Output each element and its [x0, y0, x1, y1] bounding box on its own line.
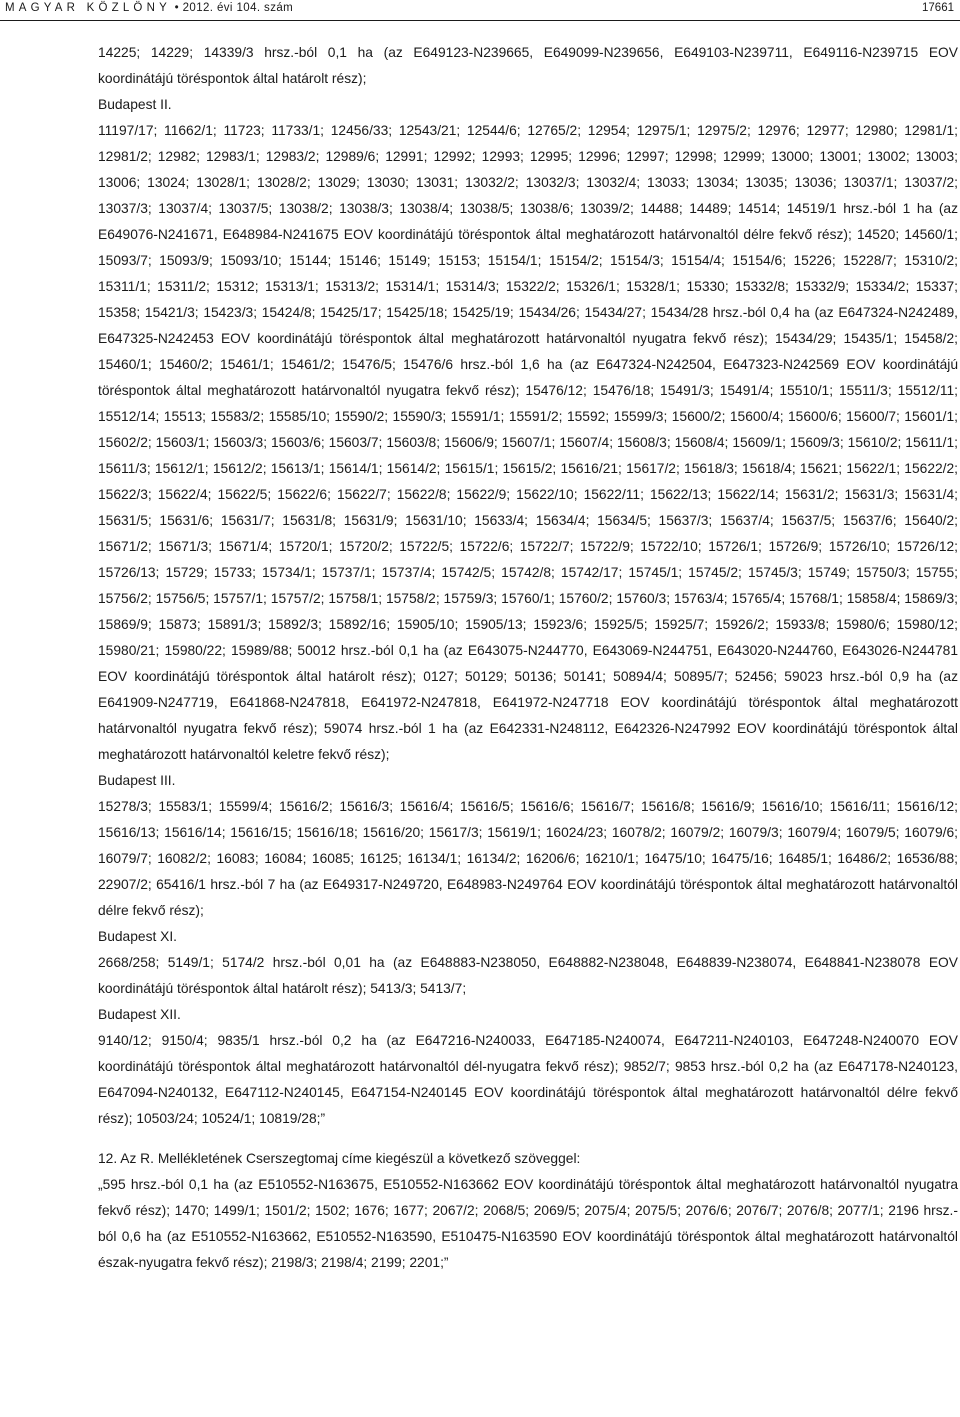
paragraph-parcels-cserszegtomaj: „595 hrsz.-ból 0,1 ha (az E510552-N163675, E510552-N163662 EOV koordinátájú töréspontok által meghatározott határvonaltól nyugatra fekvő rész); 1470; 1499/1; 1501/2; 1502; 1676; 1677; 2067/2; 2068/5; 2069/5; 2075/4; 2075/5; 2076/6; 2076/7; 2076/8; 2077/1; 2196 hrsz.-ból 0,6 ha (az E510552-N163662, E510552-N163590, E510475-N163590 EOV koordinátájú töréspontok által meghatározott határvonaltól észak-nyugatra fekvő rész); 2198/3; 2198/4; 2199; 2201;”	[98, 1177, 958, 1270]
bullet-separator: •	[174, 2, 179, 14]
section-12-heading: 12. Az R. Mellékletének Cserszegtomaj címe kiegészül a következő szöveggel:	[98, 1151, 581, 1166]
paragraph-parcels-1: 14225; 14229; 14339/3 hrsz.-ból 0,1 ha (az E649123-N239665, E649099-N239656, E649103-N239711, E649116-N239715 EOV koordinátájú töréspontok által határolt rész);	[98, 45, 958, 86]
district-heading-budapest-ii: Budapest II.	[98, 97, 172, 112]
paragraph-parcels-budapest-ii: 11197/17; 11662/1; 11723; 11733/1; 12456/33; 12543/21; 12544/6; 12765/2; 12954; 12975/1; 12975/2; 12976; 12977; 12980; 12981/1; 12981/2; 12982; 12983/1; 12983/2; 12989/6; 12991; 12992; 12993; 12995; 12996; 12997; 12998; 12999; 13000; 13001; 13002; 13003; 13006; 13024; 13028/1; 13028/2; 13029; 13030; 13031; 13032/2; 13032/3; 13032/4; 13033; 13034; 13035; 13036; 13037/1; 13037/2; 13037/3; 13037/4; 13037/5; 13038/2; 13038/3; 13038/4; 13038/5; 13038/6; 13039/2; 14488; 14489; 14514; 14519/1 hrsz.-ból 1 ha (az E649076-N241671, E648984-N241675 EOV koordinátájú töréspontok által meghatározott határvonaltól délre fekvő rész); 14520; 14560/1; 15093/7; 15093/9; 15093/10; 15144; 15146; 15149; 15153; 15154/1; 15154/2; 15154/3; 15154/4; 15154/6; 15226; 15228/7; 15310/2; 15311/1; 15311/2; 15312; 15313/1; 15313/2; 15314/1; 15314/3; 15322/2; 15326/1; 15328/1; 15330; 15332/8; 15332/9; 15334/2; 15337; 15358; 15421/3; 15423/3; 15424/8; 15425/17; 15425/18; 15425/19; 15434/26; 15434/27; 15434/28 hrsz.-ból 0,4 ha (az E647324-N242489, E647325-N242453 EOV koordinátájú töréspontok által meghatározott határvonaltól nyugatra fekvő rész); 15434/29; 15435/1; 15458/2; 15460/1; 15460/2; 15461/1; 15461/2; 15476/5; 15476/6 hrsz.-ból 1,6 ha (az E647324-N242504, E647323-N242569 EOV koordinátájú töréspontok által meghatározott határvonaltól nyugatra fekvő rész); 15476/12; 15476/18; 15491/3; 15491/4; 15510/1; 15511/3; 15512/11; 15512/14; 15513; 15583/2; 15585/10; 15590/2; 15590/3; 15591/1; 15591/2; 15592; 15599/3; 15600/2; 15600/4; 15600/6; 15600/7; 15601/1; 15602/2; 15603/1; 15603/3; 15603/6; 15603/7; 15603/8; 15606/9; 15607/1; 15607/4; 15608/3; 15608/4; 15609/1; 15609/3; 15610/2; 15611/1; 15611/3; 15612/1; 15612/2; 15613/1; 15614/1; 15614/2; 15615/1; 15615/2; 15616/21; 15617/2; 15618/3; 15618/4; 15621; 15622/1; 15622/2; 15622/3; 15622/4; 15622/5; 15622/6; 15622/7; 15622/8; 15622/9; 15622/10; 15622/11; 15622/13; 15622/14; 15631/2; 15631/3; 15631/4; 15631/5; 15631/6; 15631/7; 15631/8; 15631/9; 15631/10; 15633/4; 15634/4; 15634/5; 15637/3; 15637/4; 15637/5; 15637/6; 15640/2; 15671/2; 15671/3; 15671/4; 15720/1; 15720/2; 15722/5; 15722/6; 15722/7; 15722/9; 15722/10; 15726/1; 15726/9; 15726/10; 15726/12; 15726/13; 15729; 15733; 15734/1; 15737/1; 15737/4; 15742/5; 15742/8; 15742/17; 15745/1; 15745/2; 15745/3; 15749; 15750/3; 15755; 15756/2; 15756/5; 15757/1; 15757/2; 15758/1; 15758/2; 15759/3; 15760/1; 15760/2; 15760/3; 15763/4; 15765/4; 15768/1; 15858/4; 15869/3; 15869/9; 15873; 15891/3; 15892/3; 15892/16; 15905/10; 15905/13; 15923/6; 15925/5; 15925/7; 15926/2; 15933/8; 15980/6; 15980/12; 15980/21; 15980/22; 15989/88; 50012 hrsz.-ból 0,1 ha (az E643075-N244770, E643069-N244751, E643020-N244760, E643026-N244781 EOV koordinátájú töréspontok által határolt rész); 0127; 50129; 50136; 50141; 50894/4; 50895/7; 52456; 59023 hrsz.-ból 0,9 ha (az E641909-N247719, E641868-N247818, E641972-N247818, E641972-N247718 EOV koordinátájú töréspontok által meghatározott határvonaltól nyugatra fekvő rész); 59074 hrsz.-ból 1 ha (az E642331-N248112, E642326-N247992 EOV koordinátájú töréspontok által meghatározott határvonaltól keletre fekvő rész);	[98, 123, 958, 762]
district-heading-budapest-xi: Budapest XI.	[98, 929, 178, 944]
journal-title: MAGYAR KÖZLÖNY	[5, 2, 171, 14]
district-heading-budapest-xii: Budapest XII.	[98, 1007, 181, 1022]
document-body	[98, 40, 958, 1276]
paragraph-parcels-budapest-xi: 2668/258; 5149/1; 5174/2 hrsz.-ból 0,01 ha (az E648883-N238050, E648882-N238048, E648839-N238074, E648841-N238078 EOV koordinátájú töréspontok által határolt rész); 5413/3; 5413/7;	[98, 955, 958, 996]
header-rule	[0, 20, 960, 21]
page-header	[0, 0, 960, 24]
paragraph-parcels-budapest-iii: 15278/3; 15583/1; 15599/4; 15616/2; 15616/3; 15616/4; 15616/5; 15616/6; 15616/7; 15616/8; 15616/9; 15616/10; 15616/11; 15616/12; 15616/13; 15616/14; 15616/15; 15616/18; 15616/20; 15617/3; 15619/1; 16024/23; 16078/2; 16079/2; 16079/3; 16079/4; 16079/5; 16079/6; 16079/7; 16082/2; 16083; 16084; 16085; 16125; 16134/1; 16134/2; 16206/6; 16210/1; 16475/10; 16475/16; 16485/1; 16486/2; 16536/88; 22907/2; 65416/1 hrsz.-ból 7 ha (az E649317-N249720, E648983-N249764 EOV koordinátájú töréspontok által meghatározott határvonaltól délre fekvő rész);	[98, 799, 958, 918]
issue-label: 2012. évi 104. szám	[182, 2, 294, 14]
running-head	[5, 2, 293, 14]
paragraph-parcels-budapest-xii: 9140/12; 9150/4; 9835/1 hrsz.-ból 0,2 ha (az E647216-N240033, E647185-N240074, E647211-N240103, E647248-N240070 EOV koordinátájú töréspontok által meghatározott határvonaltól dél-nyugatra fekvő rész); 9852/7; 9853 hrsz.-ból 0,2 ha (az E647178-N240123, E647094-N240132, E647112-N240145, E647154-N240145 EOV koordinátájú töréspontok által meghatározott határvonaltól délre fekvő rész); 10503/24; 10524/1; 10819/28;”	[98, 1033, 958, 1126]
district-heading-budapest-iii: Budapest III.	[98, 773, 176, 788]
page-number: 17661	[922, 2, 954, 14]
